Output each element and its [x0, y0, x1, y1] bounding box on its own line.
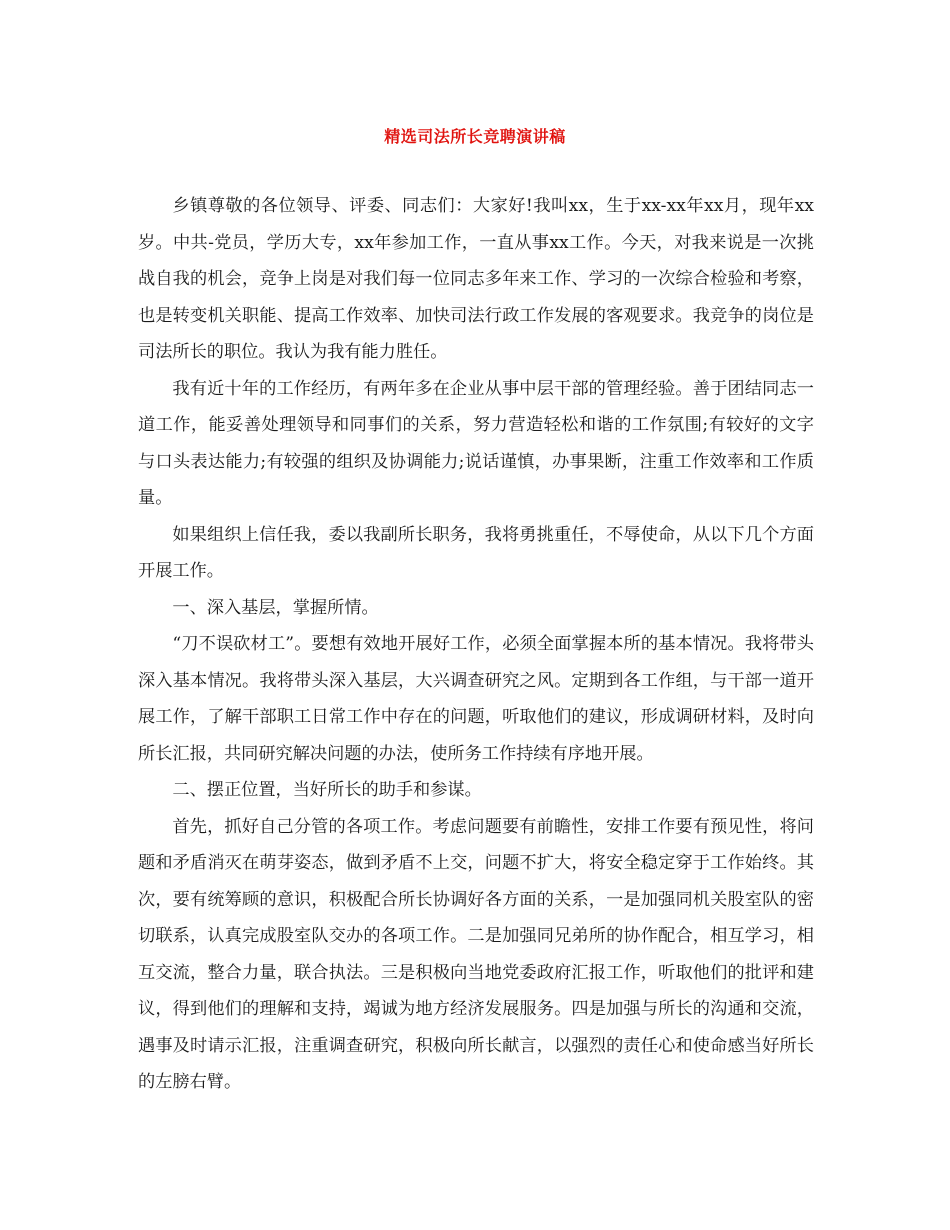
section-heading-1: 一、深入基层，掌握所情。: [172, 597, 379, 618]
paragraph-section-1: “刀不误砍材工”。要想有效地开展好工作，必须全面掌握本所的基本情况。我将带头深入基本情况。我将带头深入基层，大兴调查研究之风。定期到各工作组，与干部一道开展工作，了解干部职工日常工作中存在的问题，听取他们的建议，形成调研材料，及时向所长汇报，共同研究解决问题的办法，使所务工作持续有序地开展。: [138, 634, 814, 764]
document-title: 精选司法所长竞聘演讲稿: [384, 127, 566, 146]
paragraph-greeting: 乡镇尊敬的各位领导、评委、同志们：大家好!我叫xx，生于xx-xx年xx月，现年xx岁。中共-党员，学历大专，xx年参加工作，一直从事xx工作。今天，对我来说是一次挑战自我的机会，竞争上岗是对我们每一位同志多年来工作、学习的一次综合检验和考察，也是转变机关职能、提高工作效率、加快司法行政工作发展的客观要求。我竞争的岗位是司法所长的职位。我认为我有能力胜任。: [138, 196, 814, 362]
section-heading-2: 二、摆正位置，当好所长的助手和参谋。: [172, 780, 482, 800]
paragraph-commitment: 如果组织上信任我，委以我副所长职务，我将勇挑重任，不辱使命，从以下几个方面开展工作。: [138, 524, 814, 581]
paragraph-section-2: 首先，抓好自己分管的各项工作。考虑问题要有前瞻性，安排工作要有预见性，将问题和矛盾消灭在萌芽姿态，做到矛盾不上交，问题不扩大，将安全稳定穿于工作始终。其次，要有统筹顾的意识，积极配合所长协调好各方面的关系，一是加强同机关股室队的密切联系，认真完成股室队交办的各项工作。二是加强同兄弟所的协作配合，相互学习，相互交流，整合力量，联合执法。三是积极向当地党委政府汇报工作，听取他们的批评和建议，得到他们的理解和支持，竭诚为地方经济发展服务。四是加强与所长的沟通和交流，遇事及时请示汇报，注重调查研究，积极向所长献言，以强烈的责任心和使命感当好所长的左膀右臂。: [138, 816, 814, 1092]
paragraph-experience: 我有近十年的工作经历，有两年多在企业从事中层干部的管理经验。善于团结同志一道工作，能妥善处理领导和同事们的关系，努力营造轻松和谐的工作氛围;有较好的文字与口头表达能力;有较强的组织及协调能力;说话谨慎，办事果断，注重工作效率和工作质量。: [138, 378, 814, 508]
document-body: [138, 188, 814, 1101]
